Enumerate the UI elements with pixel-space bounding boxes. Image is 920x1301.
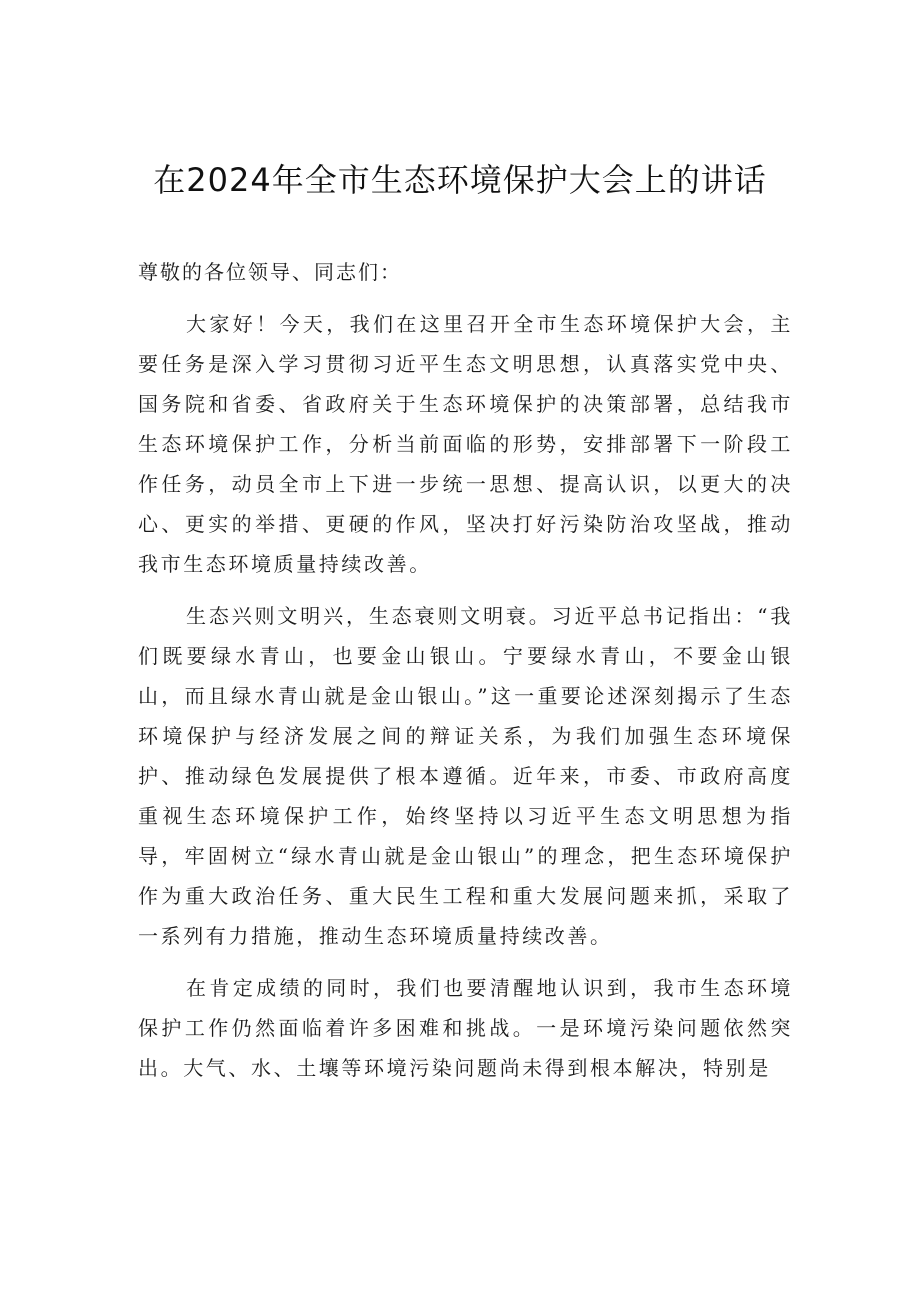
- paragraph-ecology: 生态兴则文明兴，生态衰则文明衰。习近平总书记指出：“我们既要绿水青山，也要金山银山。宁要绿水青山，不要金山银山，而且绿水青山就是金山银山。”这一重要论述深刻揭示了生态环境保护与经济发展之间的辩证关系，为我们加强生态环境保护、推动绿色发展提供了根本遵循。近年来，市委、市政府高度重视生态环境保护工作，始终坚持以习近平生态文明思想为指导，牢固树立“绿水青山就是金山银山”的理念，把生态环境保护作为重大政治任务、重大民生工程和重大发展问题来抓，采取了一系列有力措施，推动生态环境质量持续改善。: [138, 604, 793, 948]
- spacer: [138, 956, 793, 968]
- spacer: [138, 292, 793, 304]
- salutation: 尊敬的各位领导、同志们：: [138, 260, 402, 284]
- spacer: [138, 584, 793, 596]
- paragraph-challenges: 在肯定成绩的同时，我们也要清醒地认识到，我市生态环境保护工作仍然面临着许多困难和挑战。一是环境污染问题依然突出。大气、水、土壤等环境污染问题尚未得到根本解决，特别是: [138, 976, 793, 1080]
- document-body: [138, 252, 793, 1088]
- paragraph-opening: 大家好！今天，我们在这里召开全市生态环境保护大会，主要任务是深入学习贯彻习近平生态文明思想，认真落实党中央、国务院和省委、省政府关于生态环境保护的决策部署，总结我市生态环境保护工作，分析当前面临的形势，安排部署下一阶段工作任务，动员全市上下进一步统一思想、提高认识，以更大的决心、更实的举措、更硬的作风，坚决打好污染防治攻坚战，推动我市生态环境质量持续改善。: [138, 312, 793, 576]
- document-title: 在2024年全市生态环境保护大会上的讲话: [153, 161, 767, 199]
